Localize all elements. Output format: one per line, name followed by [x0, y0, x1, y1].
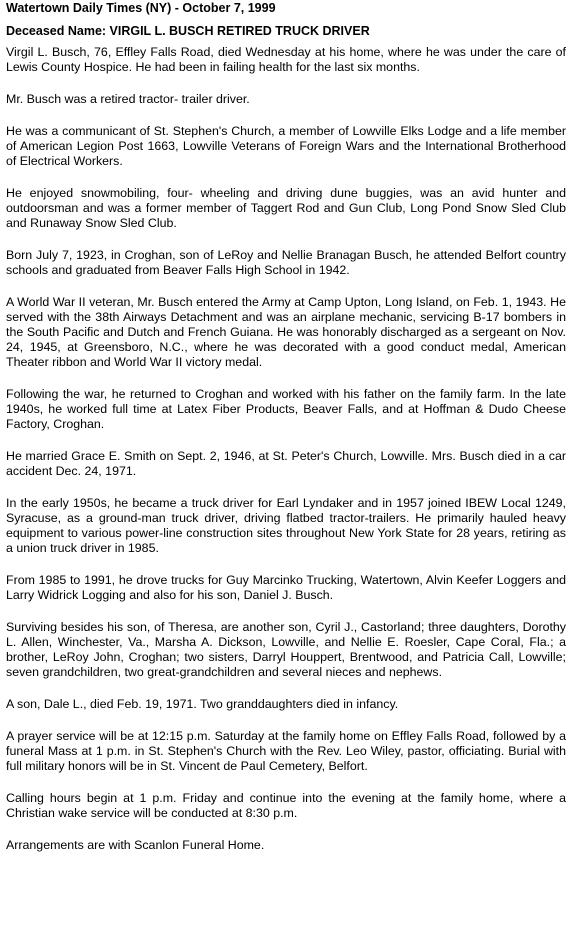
paragraph: A son, Dale L., died Feb. 19, 1971. Two granddaughters died in infancy.	[6, 697, 399, 711]
paragraph: From 1985 to 1991, he drove trucks for Guy Marcinko Trucking, Watertown, Alvin Keefer Loggers and Larry Widrick Logging and also for his son, Daniel J. Busch.	[6, 573, 566, 602]
paragraph: Calling hours begin at 1 p.m. Friday and continue into the evening at the family home, where a Christian wake service will be conducted at 8:30 p.m.	[6, 791, 566, 820]
paragraph: He was a communicant of St. Stephen's Church, a member of Lowville Elks Lodge and a life member of American Legion Post 1663, Lowville Veterans of Foreign Wars and the International Brotherhood of Electrical Workers.	[6, 124, 566, 168]
paragraph: A World War II veteran, Mr. Busch entered the Army at Camp Upton, Long Island, on Feb. 1, 1943. He served with the 38th Airways Detachment and was an airplane mechanic, servicing B-17 bombers in the South Pacific and Dutch and French Guiana. He was honorably discharged as a sergeant on Nov. 24, 1945, at Greensboro, N.C., where he was decorated with a good conduct medal, American Theater ribbon and World War II victory medal.	[6, 295, 566, 369]
paragraph: Arrangements are with Scanlon Funeral Home.	[6, 838, 265, 852]
paragraph: Following the war, he returned to Croghan and worked with his father on the family farm. In the late 1940s, he worked full time at Latex Fiber Products, Beaver Falls, and at Hoffman & Dudo Cheese Factory, Croghan.	[6, 387, 566, 431]
deceased-heading: Deceased Name: VIRGIL L. BUSCH RETIRED TRUCK DRIVER	[6, 24, 370, 38]
obituary-body	[6, 45, 566, 853]
paragraph: Born July 7, 1923, in Croghan, son of LeRoy and Nellie Branagan Busch, he attended Belfort country schools and graduated from Beaver Falls High School in 1942.	[6, 248, 566, 277]
paragraph: A prayer service will be at 12:15 p.m. Saturday at the family home on Effley Falls Road, followed by a funeral Mass at 1 p.m. in St. Stephen's Church with the Rev. Leo Wiley, pastor, officiating. Burial with full military honors will be in St. Vincent de Paul Cemetery, Belfort.	[6, 729, 566, 773]
paragraph: Surviving besides his son, of Theresa, are another son, Cyril J., Castorland; three daughters, Dorothy L. Allen, Winchester, Va., Marsha A. Dickson, Lowville, and Nellie E. Roesler, Cape Coral, Fla.; a brother, LeRoy John, Croghan; two sisters, Darryl Houppert, Brentwood, and Patricia Call, Lowville; seven grandchildren, two great-grandchildren and several nieces and nephews.	[6, 620, 566, 679]
paragraph: He married Grace E. Smith on Sept. 2, 1946, at St. Peter's Church, Lowville. Mrs. Busch died in a car accident Dec. 24, 1971.	[6, 449, 566, 478]
paragraph: Virgil L. Busch, 76, Effley Falls Road, died Wednesday at his home, where he was under the care of Lewis County Hospice. He had been in failing health for the last six months.	[6, 45, 566, 74]
source-line: Watertown Daily Times (NY) - October 7, 1999	[6, 1, 276, 15]
paragraph: In the early 1950s, he became a truck driver for Earl Lyndaker and in 1957 joined IBEW Local 1249, Syracuse, as a ground-man truck driver, driving flatbed tractor-trailers. He primarily hauled heavy equipment to various power-line construction sites throughout New York State for 28 years, retiring as a union truck driver in 1985.	[6, 496, 566, 555]
paragraph: He enjoyed snowmobiling, four- wheeling and driving dune buggies, was an avid hunter and outdoorsman and was a former member of Taggert Rod and Gun Club, Long Pond Snow Sled Club and Runaway Snow Sled Club.	[6, 186, 566, 230]
paragraph: Mr. Busch was a retired tractor- trailer driver.	[6, 92, 250, 106]
